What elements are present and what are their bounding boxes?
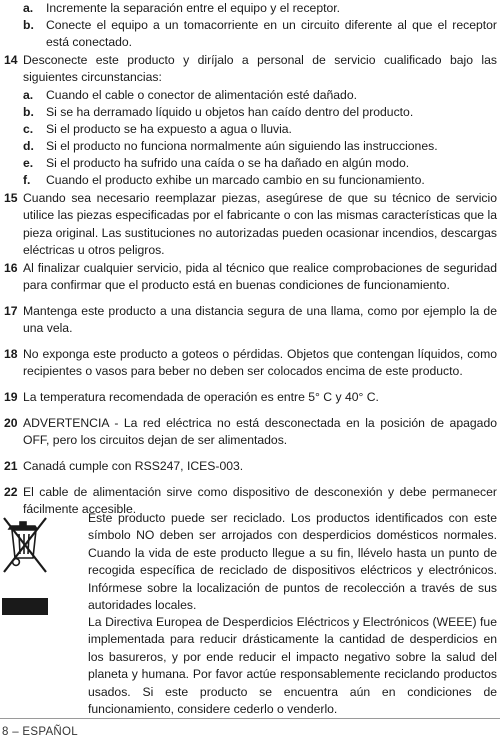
item-text: No exponga este producto a goteos o pérdidas. Objetos que contengan líquidos, como recipientes o vasos para beber no deben ser colocados encima de este producto. [23,347,497,379]
item-text: El cable de alimentación sirve como dispositivo de desconexión y debe permanecer fácilmente accesible. [23,485,497,517]
recycling-paragraph: Este producto puede ser reciclado. Los productos identificados con este símbolo NO deben ser arrojados con desperdicios domésticos normales. Cuando la vida de este producto llegue a su fin, llévelo hasta un punto de recogida específica de reciclado de dispositivos eléctricos y electrónicos. Infórmese sobre la localización de puntos de recolección a través de sus autoridades locales. [88,511,497,613]
item-text: ADVERTENCIA - La red eléctrica no está desconectada en la posición de apagado OFF, pero los circuitos dejan de ser alimentados. [23,416,497,448]
list-letter: d. [23,139,34,153]
list-text: Cuando el producto exhibe un marcado cambio en su funcionamiento. [46,173,425,187]
item-number: 16 [4,261,18,275]
list-text: Si el producto se ha expuesto a agua o lluvia. [46,122,292,136]
weee-paragraph: La Directiva Europea de Desperdicios Eléctricos y Electrónicos (WEEE) fue implementada para reducir drásticamente la cantidad de desperdicios en los basureros, y por ende reducir el impacto negativo sobre la salud del planeta y humana. Por favor actúe responsablemente reciclando productos usados. Si este producto se encuentra aún en condiciones de funcionamiento, considere cederlo o venderlo. [88,615,497,717]
item-text: Cuando sea necesario reemplazar piezas, asegúrese de que su técnico de servicio utilice las piezas especificadas por el fabricante o con las mismas características que la pieza original. Las sustituciones no autorizadas pueden ocasionar incendios, descargas eléctricas u otros peligros. [23,191,497,258]
item-number: 19 [4,390,18,404]
list-text: Cuando el cable o conector de alimentación esté dañado. [46,88,357,102]
item-number: 14 [4,53,18,67]
item-text: Al finalizar cualquier servicio, pida al técnico que realice comprobaciones de seguridad para confirmar que el producto está en buenas condiciones de funcionamiento. [23,261,497,293]
item-number: 22 [4,485,18,499]
list-text: Si el producto ha sufrido una caída o se ha dañado en algún modo. [46,156,410,170]
crossed-out-wheelie-bin-icon [2,512,48,616]
list-letter: a. [23,88,34,102]
item-text: Mantenga este producto a una distancia segura de una llama, como por ejemplo la de una vela. [23,304,497,336]
item-number: 21 [4,459,18,473]
list-text: Si se ha derramado líquido u objetos han caído dentro del producto. [46,105,414,119]
list-text: Incremente la separación entre el equipo y el receptor. [46,1,341,15]
list-letter: e. [23,156,34,170]
item-text: Canadá cumple con RSS247, ICES-003. [23,459,244,473]
list-text: Conecte el equipo a un tomacorriente en un circuito diferente al que el receptor está conectado. [46,18,497,50]
item-number: 17 [4,304,18,318]
list-letter: b. [23,105,34,119]
footer-divider [0,718,500,719]
item-text: La temperatura recomendada de operación es entre 5° C y 40° C. [23,390,379,404]
list-letter: a. [23,1,34,15]
list-letter: f. [23,173,31,187]
item-number: 18 [4,347,18,361]
item-number: 20 [4,416,18,430]
list-letter: b. [23,18,34,32]
item-number: 15 [4,191,18,205]
list-text: Si el producto no funciona normalmente aún siguiendo las instrucciones. [46,139,438,153]
item-text: Desconecte este producto y diríjalo a personal de servicio cualificado bajo las siguientes circunstancias: [23,53,497,85]
page-number: 8 – ESPAÑOL [2,726,78,738]
list-letter: c. [23,122,34,136]
